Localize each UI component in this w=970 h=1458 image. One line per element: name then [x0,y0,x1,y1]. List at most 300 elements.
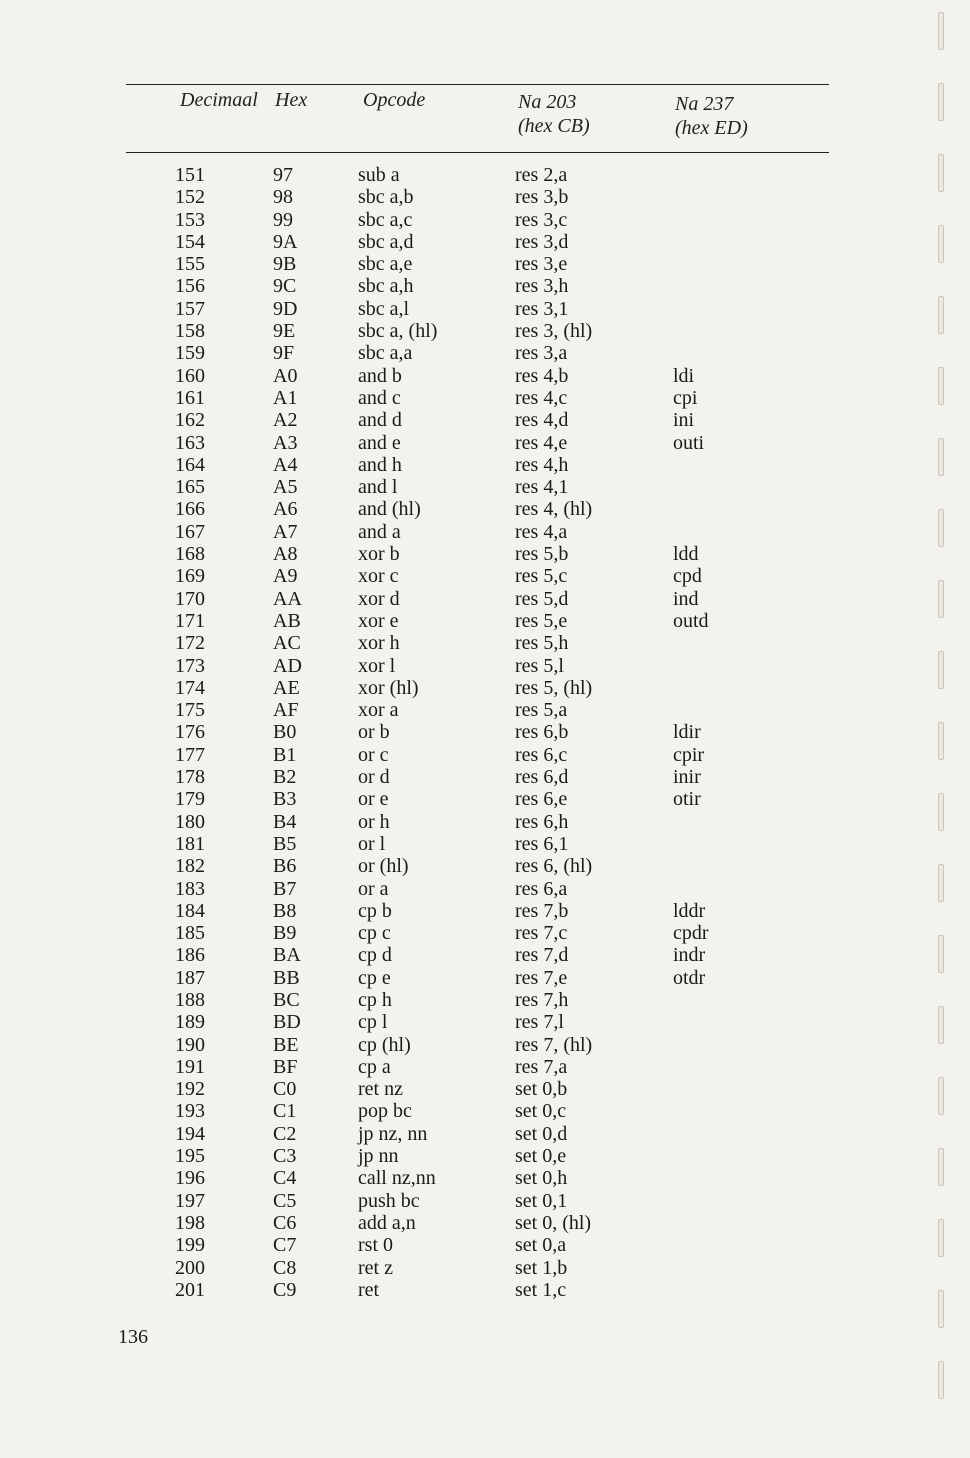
header-decimal: Decimaal [180,89,258,111]
cb-opcode-cell: res 5, (hl) [515,676,593,699]
hex-cell: 99 [273,208,293,231]
ed-opcode-cell: ldi [673,364,695,387]
ed-opcode-cell: ind [673,587,699,610]
hex-cell: A1 [273,386,298,409]
cb-opcode-cell: res 6, (hl) [515,855,593,878]
binder-tab-mark [938,154,944,192]
decimal-cell: 152 [175,186,205,209]
decimal-cell: 191 [175,1055,205,1078]
binder-tab-mark [938,793,944,831]
hex-cell: C2 [273,1122,297,1145]
opcode-cell: xor c [358,565,399,588]
cb-opcode-cell: res 5,e [515,609,568,632]
cb-opcode-cell: res 3,d [515,230,569,253]
cb-opcode-cell: set 0,e [515,1145,567,1168]
opcode-cell: rst 0 [358,1234,393,1257]
hex-cell: C5 [273,1189,297,1212]
opcode-cell: sbc a,h [358,275,414,298]
decimal-cell: 176 [175,721,205,744]
opcode-cell: and d [358,409,402,432]
ed-opcode-cell: ldd [673,543,699,566]
table-row [0,967,970,989]
cb-opcode-cell: res 4, (hl) [515,498,593,521]
table-row [0,521,970,543]
hex-cell: B1 [273,743,297,766]
opcode-cell: xor (hl) [358,676,419,699]
decimal-cell: 198 [175,1211,205,1234]
cb-opcode-cell: res 5,d [515,587,569,610]
decimal-cell: 190 [175,1033,205,1056]
decimal-cell: 158 [175,320,205,343]
cb-opcode-cell: res 3,1 [515,297,569,320]
header-hex: Hex [275,89,308,111]
hex-cell: 98 [273,186,293,209]
opcode-cell: ret nz [358,1078,403,1101]
opcode-cell: xor b [358,543,400,566]
binder-tab-mark [938,296,944,334]
hex-cell: B9 [273,922,297,945]
opcode-cell: or (hl) [358,855,409,878]
hex-cell: B5 [273,832,297,855]
decimal-cell: 155 [175,253,205,276]
opcode-cell: xor h [358,632,400,655]
decimal-cell: 196 [175,1167,205,1190]
table-row [0,1123,970,1145]
hex-cell: C1 [273,1100,297,1123]
opcode-cell: jp nz, nn [358,1122,428,1145]
hex-cell: A4 [273,453,298,476]
decimal-cell: 192 [175,1078,205,1101]
page-number: 136 [118,1326,148,1348]
table-row [0,231,970,253]
hex-cell: A2 [273,409,298,432]
opcode-cell: xor a [358,699,399,722]
cb-opcode-cell: res 3,c [515,208,568,231]
cb-opcode-cell: res 5,b [515,543,569,566]
decimal-cell: 151 [175,164,205,186]
opcode-cell: cp h [358,988,392,1011]
decimal-cell: 189 [175,1011,205,1034]
decimal-cell: 167 [175,520,205,543]
table-row [0,744,970,766]
decimal-cell: 162 [175,409,205,432]
hex-cell: A0 [273,364,298,387]
header-na203 [518,90,590,138]
opcode-cell: sbc a,d [358,230,414,253]
table-row [0,298,970,320]
hex-cell: B6 [273,855,297,878]
decimal-cell: 159 [175,342,205,365]
table-row [0,588,970,610]
hex-cell: 9C [273,275,297,298]
cb-opcode-cell: set 0, (hl) [515,1211,592,1234]
hex-cell: B4 [273,810,297,833]
decimal-cell: 161 [175,386,205,409]
binder-tab-mark [938,651,944,689]
opcode-cell: cp d [358,944,392,967]
decimal-cell: 173 [175,654,205,677]
decimal-cell: 157 [175,297,205,320]
cb-opcode-cell: set 0,d [515,1122,568,1145]
decimal-cell: 177 [175,743,205,766]
ed-opcode-cell: inir [673,766,701,789]
decimal-cell: 169 [175,565,205,588]
decimal-cell: 171 [175,609,205,632]
hex-cell: C7 [273,1234,297,1257]
hex-cell: AA [273,587,302,610]
hex-cell: 9F [273,342,295,365]
opcode-cell: and c [358,386,401,409]
opcode-cell: sub a [358,164,400,186]
hex-cell: C4 [273,1167,297,1190]
decimal-cell: 182 [175,855,205,878]
cb-opcode-cell: res 6,e [515,788,568,811]
table-row [0,432,970,454]
table-row [0,320,970,342]
decimal-cell: 172 [175,632,205,655]
hex-cell: B8 [273,899,297,922]
table-row [0,855,970,877]
decimal-cell: 201 [175,1278,205,1301]
table-row [0,186,970,208]
cb-opcode-cell: res 2,a [515,164,568,186]
opcode-cell: push bc [358,1189,420,1212]
decimal-cell: 186 [175,944,205,967]
hex-cell: 9E [273,320,296,343]
table-row [0,632,970,654]
opcode-cell: sbc a,c [358,208,413,231]
decimal-cell: 195 [175,1145,205,1168]
hex-cell: BA [273,944,301,967]
opcode-cell: or a [358,877,389,900]
binder-tab-mark [938,1006,944,1044]
opcode-cell: and h [358,453,402,476]
cb-opcode-cell: set 0,b [515,1078,568,1101]
table-row [0,833,970,855]
cb-opcode-cell: res 4,d [515,409,569,432]
decimal-cell: 180 [175,810,205,833]
opcode-cell: sbc a,a [358,342,413,365]
cb-opcode-cell: res 4,h [515,453,569,476]
cb-opcode-cell: res 4,b [515,364,569,387]
cb-opcode-cell: res 3, (hl) [515,320,593,343]
decimal-cell: 170 [175,587,205,610]
cb-opcode-cell: res 5,c [515,565,568,588]
cb-opcode-cell: res 4,c [515,386,568,409]
table-row [0,1078,970,1100]
table-row [0,387,970,409]
binder-tab-mark [938,509,944,547]
opcode-cell: cp c [358,922,391,945]
decimal-cell: 164 [175,453,205,476]
table-row [0,900,970,922]
cb-opcode-cell: set 0,c [515,1100,567,1123]
table-row [0,209,970,231]
opcode-cell: cp (hl) [358,1033,411,1056]
table-row [0,476,970,498]
opcode-cell: sbc a, (hl) [358,320,438,343]
decimal-cell: 181 [175,832,205,855]
ed-opcode-cell: otdr [673,966,706,989]
hex-cell: B0 [273,721,297,744]
opcode-cell: xor e [358,609,399,632]
table-row [0,1011,970,1033]
binder-tab-mark [938,1077,944,1115]
ed-opcode-cell: ini [673,409,695,432]
hex-cell: BF [273,1055,298,1078]
opcode-cell: cp b [358,899,392,922]
cb-opcode-cell: res 7,b [515,899,569,922]
hex-cell: 9B [273,253,297,276]
opcode-cell: or b [358,721,390,744]
hex-cell: C3 [273,1145,297,1168]
opcode-cell: and b [358,364,402,387]
table-row [0,677,970,699]
opcode-cell: cp e [358,966,391,989]
decimal-cell: 156 [175,275,205,298]
hex-cell: B2 [273,766,297,789]
table-row [0,1167,970,1189]
cb-opcode-cell: set 0,a [515,1234,567,1257]
hex-cell: AC [273,632,301,655]
ed-opcode-cell: cpir [673,743,705,766]
hex-cell: A7 [273,520,298,543]
binder-tab-mark [938,1290,944,1328]
hex-cell: AE [273,676,300,699]
cb-opcode-cell: res 7,c [515,922,568,945]
hex-cell: 9D [273,297,298,320]
hex-cell: A6 [273,498,298,521]
hex-cell: C0 [273,1078,297,1101]
cb-opcode-cell: res 4,e [515,431,568,454]
cb-opcode-cell: res 5,a [515,699,568,722]
hex-cell: C8 [273,1256,297,1279]
hex-cell: B7 [273,877,297,900]
opcode-cell: xor l [358,654,396,677]
table-row [0,1190,970,1212]
table-row [0,565,970,587]
table-row [0,699,970,721]
hex-cell: C6 [273,1211,297,1234]
hex-cell: C9 [273,1278,297,1301]
cb-opcode-cell: res 4,1 [515,476,569,499]
opcode-cell: call nz,nn [358,1167,436,1190]
table-row [0,164,970,186]
opcode-cell: ret z [358,1256,393,1279]
ed-opcode-cell: outd [673,609,709,632]
decimal-cell: 199 [175,1234,205,1257]
decimal-cell: 188 [175,988,205,1011]
header-na203-line1: Na 203 [518,91,577,113]
table-row [0,1145,970,1167]
hex-cell: BE [273,1033,299,1056]
cb-opcode-cell: res 7,e [515,966,568,989]
cb-opcode-cell: res 3,a [515,342,568,365]
cb-opcode-cell: set 1,c [515,1278,567,1301]
cb-opcode-cell: res 7,d [515,944,569,967]
decimal-cell: 168 [175,543,205,566]
header-na237 [675,92,748,140]
binder-tab-mark [938,864,944,902]
hex-cell: BB [273,966,300,989]
cb-opcode-cell: set 1,b [515,1256,568,1279]
decimal-cell: 166 [175,498,205,521]
hex-cell: BC [273,988,300,1011]
cb-opcode-cell: res 5,l [515,654,564,677]
cb-opcode-cell: res 3,h [515,275,569,298]
ed-opcode-cell: otir [673,788,701,811]
table-row [0,989,970,1011]
opcode-cell: or l [358,832,386,855]
cb-opcode-cell: res 6,d [515,766,569,789]
table-row [0,655,970,677]
decimal-cell: 193 [175,1100,205,1123]
cb-opcode-cell: res 4,a [515,520,568,543]
cb-opcode-cell: res 6,h [515,810,569,833]
decimal-cell: 154 [175,230,205,253]
table-row [0,365,970,387]
cb-opcode-cell: res 3,b [515,186,569,209]
cb-opcode-cell: res 6,a [515,877,568,900]
hex-cell: B3 [273,788,297,811]
ed-opcode-cell: cpi [673,386,698,409]
decimal-cell: 187 [175,966,205,989]
table-row [0,1056,970,1078]
table-row [0,498,970,520]
hex-cell: A5 [273,476,298,499]
ed-opcode-cell: lddr [673,899,706,922]
decimal-cell: 194 [175,1122,205,1145]
opcode-cell: jp nn [358,1145,399,1168]
table-header-rule [126,152,829,153]
opcode-cell: add a,n [358,1211,416,1234]
binder-tab-mark [938,83,944,121]
table-row [0,543,970,565]
opcode-cell: and e [358,431,401,454]
header-na203-line2: (hex CB) [518,115,590,137]
cb-opcode-cell: res 7, (hl) [515,1033,593,1056]
cb-opcode-cell: res 3,e [515,253,568,276]
table-row [0,610,970,632]
binder-tab-strip [932,0,948,1458]
header-na237-line2: (hex ED) [675,117,748,139]
opcode-table-body [0,164,970,1301]
table-row [0,342,970,364]
opcode-cell: xor d [358,587,400,610]
table-row [0,766,970,788]
cb-opcode-cell: res 7,a [515,1055,568,1078]
decimal-cell: 153 [175,208,205,231]
table-row [0,409,970,431]
decimal-cell: 183 [175,877,205,900]
binder-tab-mark [938,225,944,263]
table-row [0,275,970,297]
hex-cell: 97 [273,164,293,186]
decimal-cell: 200 [175,1256,205,1279]
opcode-cell: sbc a,b [358,186,414,209]
ed-opcode-cell: indr [673,944,706,967]
decimal-cell: 165 [175,476,205,499]
hex-cell: AF [273,699,299,722]
cb-opcode-cell: res 7,h [515,988,569,1011]
table-row [0,1257,970,1279]
binder-tab-mark [938,1148,944,1186]
decimal-cell: 160 [175,364,205,387]
ed-opcode-cell: ldir [673,721,701,744]
table-row [0,1034,970,1056]
cb-opcode-cell: res 6,1 [515,832,569,855]
opcode-cell: and (hl) [358,498,421,521]
binder-tab-mark [938,722,944,760]
binder-tab-mark [938,935,944,973]
cb-opcode-cell: set 0,1 [515,1189,568,1212]
table-row [0,878,970,900]
cb-opcode-cell: res 6,b [515,721,569,744]
table-row [0,454,970,476]
opcode-cell: or d [358,766,390,789]
opcode-cell: or e [358,788,389,811]
binder-tab-mark [938,12,944,50]
opcode-cell: cp a [358,1055,391,1078]
cb-opcode-cell: res 7,l [515,1011,564,1034]
decimal-cell: 197 [175,1189,205,1212]
decimal-cell: 178 [175,766,205,789]
decimal-cell: 184 [175,899,205,922]
table-top-rule [126,84,829,85]
decimal-cell: 179 [175,788,205,811]
cb-opcode-cell: res 5,h [515,632,569,655]
table-row [0,1234,970,1256]
decimal-cell: 175 [175,699,205,722]
hex-cell: A3 [273,431,298,454]
hex-cell: AB [273,609,301,632]
binder-tab-mark [938,1361,944,1399]
binder-tab-mark [938,1219,944,1257]
binder-tab-mark [938,580,944,618]
hex-cell: A8 [273,543,298,566]
opcode-cell: pop bc [358,1100,412,1123]
table-row [0,721,970,743]
binder-tab-mark [938,438,944,476]
decimal-cell: 185 [175,922,205,945]
hex-cell: A9 [273,565,298,588]
ed-opcode-cell: outi [673,431,705,454]
table-row [0,1100,970,1122]
opcode-cell: or h [358,810,390,833]
cb-opcode-cell: set 0,h [515,1167,568,1190]
ed-opcode-cell: cpdr [673,922,709,945]
table-row [0,1279,970,1301]
hex-cell: BD [273,1011,301,1034]
opcode-cell: cp l [358,1011,388,1034]
table-row [0,1212,970,1234]
table-row [0,944,970,966]
table-row [0,253,970,275]
ed-opcode-cell: cpd [673,565,702,588]
binder-tab-mark [938,367,944,405]
opcode-cell: sbc a,l [358,297,410,320]
decimal-cell: 174 [175,676,205,699]
opcode-cell: and l [358,476,398,499]
table-row [0,788,970,810]
cb-opcode-cell: res 6,c [515,743,568,766]
opcode-cell: sbc a,e [358,253,413,276]
opcode-cell: ret [358,1278,380,1301]
opcode-cell: or c [358,743,389,766]
table-row [0,922,970,944]
hex-cell: 9A [273,230,298,253]
header-opcode: Opcode [363,89,426,111]
